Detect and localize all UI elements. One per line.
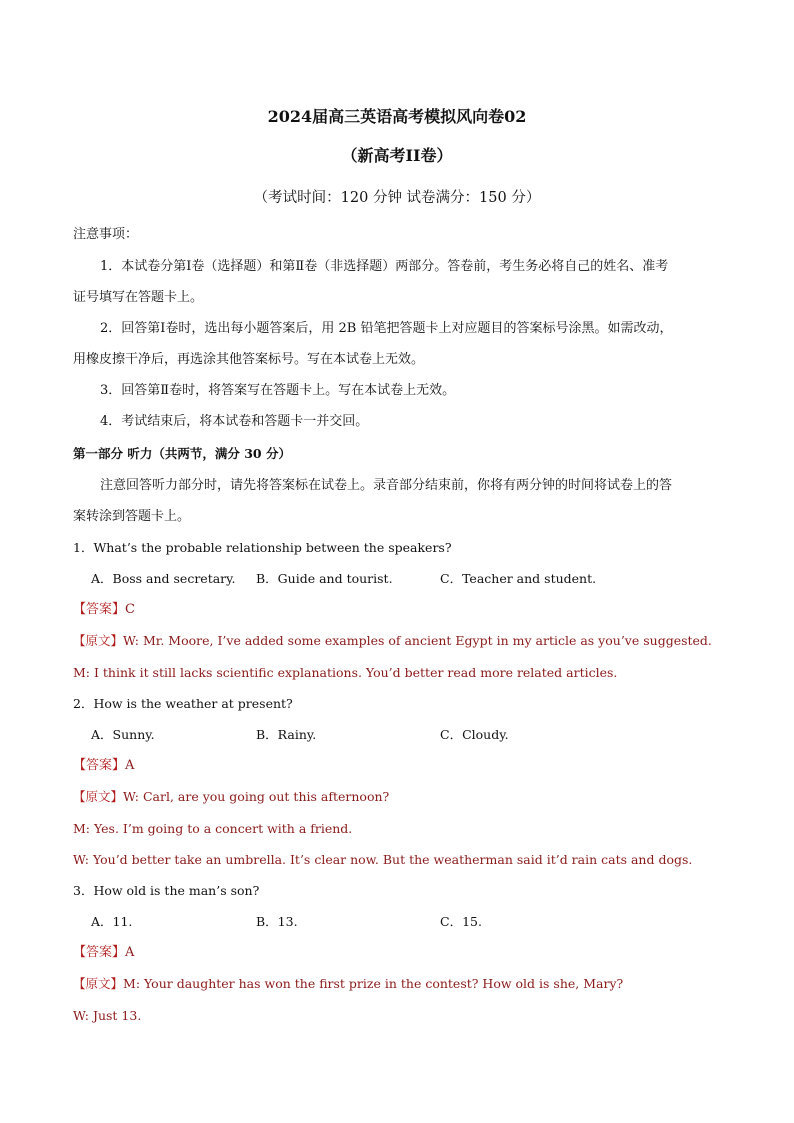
- answer-value: A: [125, 945, 135, 960]
- notice-item: 4．考试结束后，将本试卷和答题卡一并交回。: [100, 414, 369, 429]
- question-stem: 1．What’s the probable relationship between the speakers?: [73, 540, 452, 555]
- answer-value: C: [125, 602, 135, 617]
- transcript-text: W: Carl, are you going out this afternoon?: [123, 789, 390, 804]
- section-heading: 第一部分 听力（共两节，满分 30 分）: [73, 446, 291, 461]
- answer-label: 【答案】: [73, 602, 126, 617]
- transcript-text: M: I think it still lacks scientific explanations. You’d better read more related articles.: [73, 665, 618, 680]
- transcript-label: 【原文】: [73, 789, 124, 804]
- transcript-text: W: Just 13.: [73, 1008, 142, 1023]
- transcript-line: [73, 632, 712, 650]
- transcript-text: M: Yes. I’m going to a concert with a friend.: [73, 821, 353, 836]
- notice-item: 1．本试卷分第Ⅰ卷（选择题）和第Ⅱ卷（非选择题）两部分。答卷前，考生务必将自己的姓名、准考: [100, 259, 669, 274]
- notice-item: 2．回答第Ⅰ卷时，选出每小题答案后，用 2B 铅笔把答题卡上对应题目的答案标号涂黑。如需改动，: [100, 321, 673, 336]
- page-subtitle: （新高考II卷）: [341, 146, 453, 165]
- question-stem: 3．How old is the man’s son?: [73, 883, 260, 898]
- option-a: A．11.: [91, 914, 133, 929]
- question-stem: 2．How is the weather at present?: [73, 696, 293, 711]
- answer-line: [73, 601, 135, 619]
- option-b: B．Guide and tourist.: [256, 571, 393, 586]
- page-title: 2024届高三英语高考模拟风向卷02: [267, 107, 527, 126]
- section-instruction: 注意回答听力部分时，请先将答案标在试卷上。录音部分结束前，你将有两分钟的时间将试卷上的答: [100, 478, 673, 493]
- transcript-label: 【原文】: [73, 633, 124, 648]
- option-a: A．Boss and secretary.: [91, 571, 236, 586]
- answer-value: A: [125, 758, 135, 773]
- transcript-text: W: You’d better take an umbrella. It’s clear now. But the weatherman said it’d rain cats and dogs.: [73, 852, 693, 867]
- option-a: A．Sunny.: [91, 727, 155, 742]
- transcript-text: M: Your daughter has won the first prize in the contest? How old is she, Mary?: [123, 976, 624, 991]
- notice-item: 用橡皮擦干净后，再选涂其他答案标号。写在本试卷上无效。: [73, 352, 425, 367]
- transcript-line: [73, 788, 389, 806]
- option-c: C．15.: [440, 914, 482, 929]
- notice-heading: 注意事项：: [73, 227, 139, 242]
- option-b: B．Rainy.: [256, 727, 317, 742]
- option-c: C．Cloudy.: [440, 727, 509, 742]
- exam-info: （考试时间：120 分钟 试卷满分：150 分）: [253, 190, 541, 206]
- option-b: B．13.: [256, 914, 298, 929]
- answer-label: 【答案】: [73, 758, 126, 773]
- answer-line: [73, 757, 134, 775]
- answer-line: [73, 944, 134, 962]
- notice-item: 证号填写在答题卡上。: [73, 290, 204, 305]
- answer-label: 【答案】: [73, 945, 126, 960]
- transcript-text: W: Mr. Moore, I’ve added some examples of ancient Egypt in my article as you’ve suggested.: [123, 633, 712, 648]
- section-instruction: 案转涂到答题卡上。: [73, 509, 191, 524]
- transcript-line: [73, 975, 623, 993]
- notice-item: 3．回答第Ⅱ卷时，将答案写在答题卡上。写在本试卷上无效。: [100, 383, 456, 398]
- option-c: C．Teacher and student.: [440, 571, 597, 586]
- transcript-label: 【原文】: [73, 976, 124, 991]
